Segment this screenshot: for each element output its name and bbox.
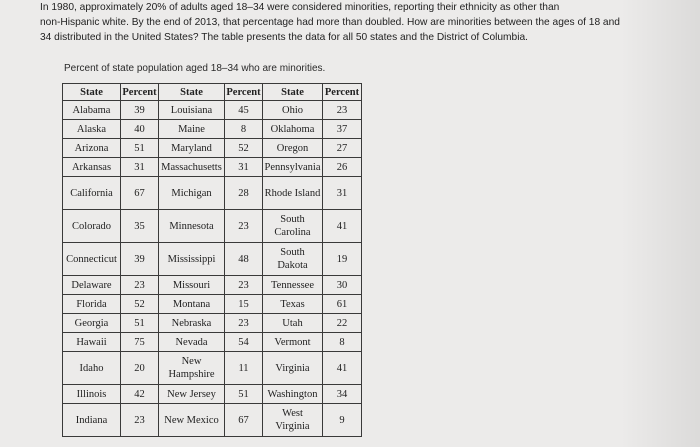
- table-row: [63, 210, 362, 243]
- percent-cell: 34: [323, 385, 362, 404]
- percent-cell: 67: [225, 404, 263, 437]
- intro-line-1: In 1980, approximately 20% of adults aged 18–34 were considered minorities, reporting their ethnicity as other than: [40, 2, 560, 13]
- percent-cell: 23: [225, 314, 263, 333]
- state-cell: New Jersey: [159, 385, 225, 404]
- percent-cell: 51: [121, 314, 159, 333]
- state-cell: Oklahoma: [263, 120, 323, 139]
- table-row: [63, 333, 362, 352]
- percent-cell: 19: [323, 243, 362, 276]
- percent-cell: 26: [323, 158, 362, 177]
- percent-cell: 31: [323, 177, 362, 210]
- state-cell: Montana: [159, 295, 225, 314]
- state-cell: Mississippi: [159, 243, 225, 276]
- state-cell: Colorado: [63, 210, 121, 243]
- percent-cell: 39: [121, 243, 159, 276]
- state-cell: Oregon: [263, 139, 323, 158]
- percent-cell: 40: [121, 120, 159, 139]
- state-cell: Ohio: [263, 101, 323, 120]
- intro-line-2: non-Hispanic white. By the end of 2013, that percentage had more than doubled. How are minorities between the ages of 18 and: [40, 17, 620, 28]
- table-row: [63, 177, 362, 210]
- percent-cell: 39: [121, 101, 159, 120]
- state-cell: Idaho: [63, 352, 121, 385]
- state-cell: Missouri: [159, 276, 225, 295]
- header-percent-1: Percent: [121, 84, 159, 101]
- table-caption: Percent of state population aged 18–34 who are minorities.: [64, 63, 326, 74]
- percent-cell: 30: [323, 276, 362, 295]
- header-percent-2: Percent: [225, 84, 263, 101]
- state-cell: Delaware: [63, 276, 121, 295]
- state-cell: Illinois: [63, 385, 121, 404]
- state-cell: Minnesota: [159, 210, 225, 243]
- minority-percent-table: [62, 83, 362, 437]
- intro-line-3: 34 distributed in the United States? The table presents the data for all 50 states and the District of Columbia.: [40, 32, 528, 43]
- percent-cell: 41: [323, 210, 362, 243]
- state-cell: Alabama: [63, 101, 121, 120]
- percent-cell: 41: [323, 352, 362, 385]
- state-cell: Georgia: [63, 314, 121, 333]
- percent-cell: 75: [121, 333, 159, 352]
- state-cell: New Hampshire: [159, 352, 225, 385]
- state-cell: Alaska: [63, 120, 121, 139]
- state-cell: Nebraska: [159, 314, 225, 333]
- percent-cell: 67: [121, 177, 159, 210]
- percent-cell: 54: [225, 333, 263, 352]
- percent-cell: 52: [225, 139, 263, 158]
- table-row: [63, 158, 362, 177]
- state-cell: Connecticut: [63, 243, 121, 276]
- state-cell: New Mexico: [159, 404, 225, 437]
- state-cell: West Virginia: [263, 404, 323, 437]
- percent-cell: 28: [225, 177, 263, 210]
- percent-cell: 23: [121, 276, 159, 295]
- percent-cell: 8: [323, 333, 362, 352]
- table-row: [63, 314, 362, 333]
- header-state-1: State: [63, 84, 121, 101]
- page-shadow: [620, 0, 700, 447]
- table-header-row: [63, 84, 362, 101]
- table-row: [63, 120, 362, 139]
- intro-paragraph: [40, 0, 640, 45]
- percent-cell: 31: [225, 158, 263, 177]
- percent-cell: 37: [323, 120, 362, 139]
- state-cell: Michigan: [159, 177, 225, 210]
- state-cell: Vermont: [263, 333, 323, 352]
- table-row: [63, 404, 362, 437]
- table-row: [63, 385, 362, 404]
- state-cell: California: [63, 177, 121, 210]
- percent-cell: 9: [323, 404, 362, 437]
- table-row: [63, 243, 362, 276]
- percent-cell: 23: [323, 101, 362, 120]
- state-cell: Maine: [159, 120, 225, 139]
- header-percent-3: Percent: [323, 84, 362, 101]
- state-cell: Utah: [263, 314, 323, 333]
- table-body: [63, 101, 362, 437]
- state-cell: South Dakota: [263, 243, 323, 276]
- state-cell: Maryland: [159, 139, 225, 158]
- percent-cell: 45: [225, 101, 263, 120]
- state-cell: Florida: [63, 295, 121, 314]
- percent-cell: 35: [121, 210, 159, 243]
- state-cell: Arizona: [63, 139, 121, 158]
- percent-cell: 31: [121, 158, 159, 177]
- percent-cell: 22: [323, 314, 362, 333]
- percent-cell: 23: [225, 276, 263, 295]
- percent-cell: 51: [121, 139, 159, 158]
- header-state-2: State: [159, 84, 225, 101]
- percent-cell: 52: [121, 295, 159, 314]
- percent-cell: 20: [121, 352, 159, 385]
- state-cell: Nevada: [159, 333, 225, 352]
- header-state-3: State: [263, 84, 323, 101]
- state-cell: Indiana: [63, 404, 121, 437]
- state-cell: Pennsylvania: [263, 158, 323, 177]
- state-cell: South Carolina: [263, 210, 323, 243]
- state-cell: Hawaii: [63, 333, 121, 352]
- table-row: [63, 352, 362, 385]
- percent-cell: 8: [225, 120, 263, 139]
- percent-cell: 15: [225, 295, 263, 314]
- state-cell: Tennessee: [263, 276, 323, 295]
- state-cell: Arkansas: [63, 158, 121, 177]
- percent-cell: 11: [225, 352, 263, 385]
- table-row: [63, 139, 362, 158]
- percent-cell: 23: [121, 404, 159, 437]
- percent-cell: 23: [225, 210, 263, 243]
- percent-cell: 51: [225, 385, 263, 404]
- table-row: [63, 101, 362, 120]
- percent-cell: 61: [323, 295, 362, 314]
- table-row: [63, 276, 362, 295]
- state-cell: Rhode Island: [263, 177, 323, 210]
- table-row: [63, 295, 362, 314]
- percent-cell: 42: [121, 385, 159, 404]
- state-cell: Texas: [263, 295, 323, 314]
- state-cell: Virginia: [263, 352, 323, 385]
- state-cell: Louisiana: [159, 101, 225, 120]
- percent-cell: 48: [225, 243, 263, 276]
- state-cell: Massachusetts: [159, 158, 225, 177]
- state-cell: Washington: [263, 385, 323, 404]
- percent-cell: 27: [323, 139, 362, 158]
